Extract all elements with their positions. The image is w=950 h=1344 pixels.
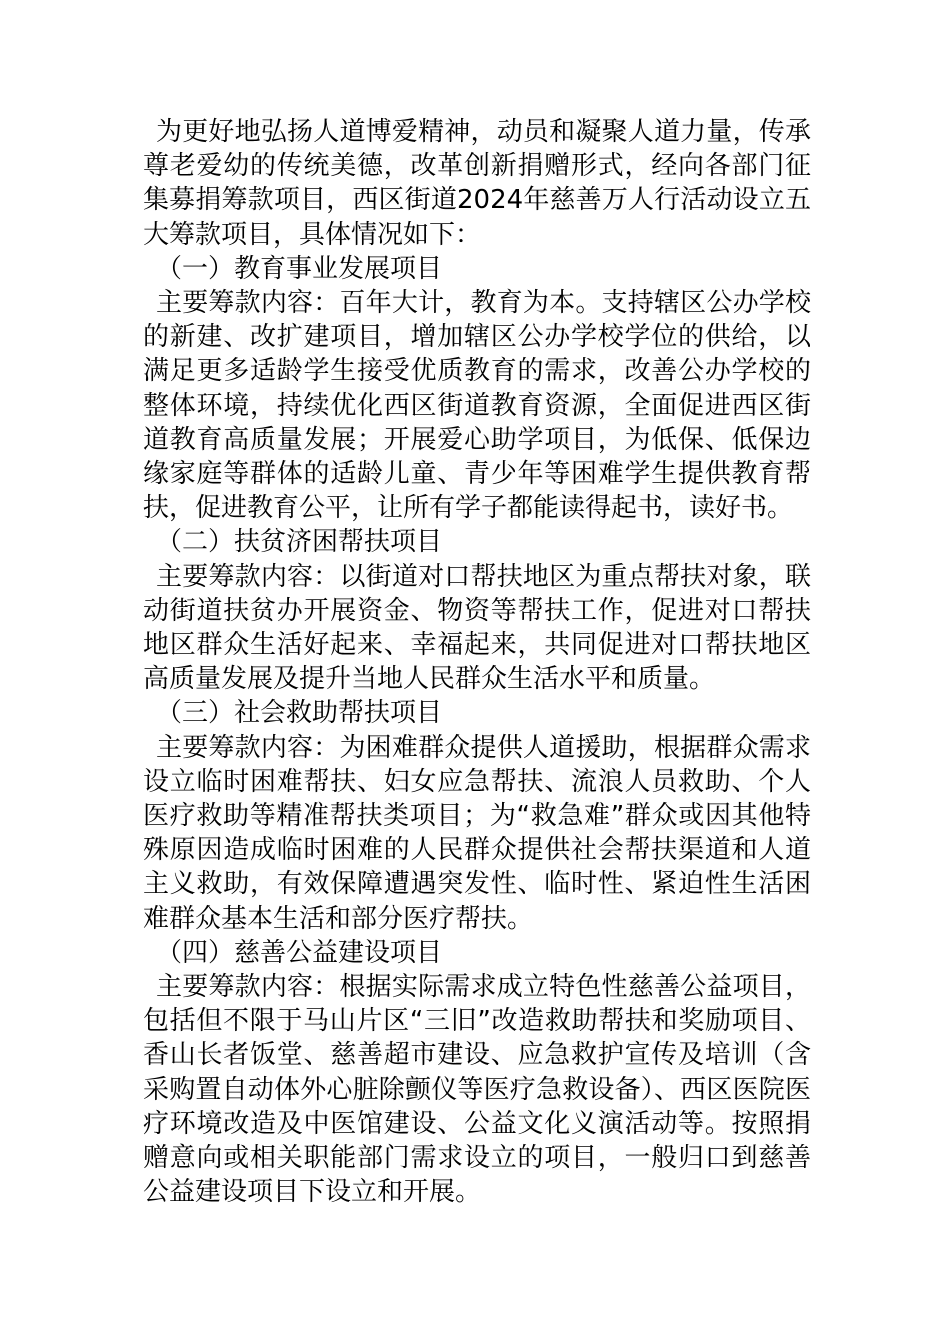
- section-heading-education: （一）教育事业发展项目: [156, 253, 443, 284]
- intro-paragraph: 为更好地弘扬人道博爱精神，动员和凝聚人道力量，传承尊老爱幼的传统美德，改革创新捐赠形式，经向各部门征集募捐筹款项目，西区街道2024年慈善万人行活动设立五大筹款项目，具体情况如下：: [143, 117, 811, 250]
- section-body-education: 主要筹款内容：百年大计，教育为本。支持辖区公办学校的新建、改扩建项目，增加辖区公办学校学位的供给，以满足更多适龄学生接受优质教育的需求，改善公办学校的整体环境，持续优化西区街道教育资源，全面促进西区街道教育高质量发展；开展爱心助学项目，为低保、低保边缘家庭等群体的适龄儿童、青少年等困难学生提供教育帮扶，促进教育公平，让所有学子都能读得起书，读好书。: [143, 288, 811, 524]
- section-heading-charity-construction: （四）慈善公益建设项目: [156, 937, 443, 968]
- section-body-poverty-relief: 主要筹款内容：以街道对口帮扶地区为重点帮扶对象，联动街道扶贫办开展资金、物资等帮扶工作，促进对口帮扶地区群众生活好起来、幸福起来，共同促进对口帮扶地区高质量发展及提升当地人民群众生活水平和质量。: [143, 561, 811, 695]
- document-page: [143, 115, 811, 1210]
- section-body-social-assistance: 主要筹款内容：为困难群众提供人道援助，根据群众需求设立临时困难帮扶、妇女应急帮扶、流浪人员救助、个人医疗救助等精准帮扶类项目；为“救急难”群众或因其他特殊原因造成临时困难的人民群众提供社会帮扶渠道和人道主义救助，有效保障遭遇突发性、临时性、紧迫性生活困难群众基本生活和部分医疗帮扶。: [143, 732, 811, 934]
- section-heading-poverty-relief: （二）扶贫济困帮扶项目: [156, 527, 443, 558]
- section-body-charity-construction: 主要筹款内容：根据实际需求成立特色性慈善公益项目，包括但不限于马山片区“三旧”改造救助帮扶和奖励项目、香山长者饭堂、慈善超市建设、应急救护宣传及培训（含采购置自动体外心脏除颤仪等医疗急救设备）、西区医院医疗环境改造及中医馆建设、公益文化义演活动等。按照捐赠意向或相关职能部门需求设立的项目，一般归口到慈善公益建设项目下设立和开展。: [143, 972, 811, 1208]
- section-heading-social-assistance: （三）社会救助帮扶项目: [156, 698, 443, 729]
